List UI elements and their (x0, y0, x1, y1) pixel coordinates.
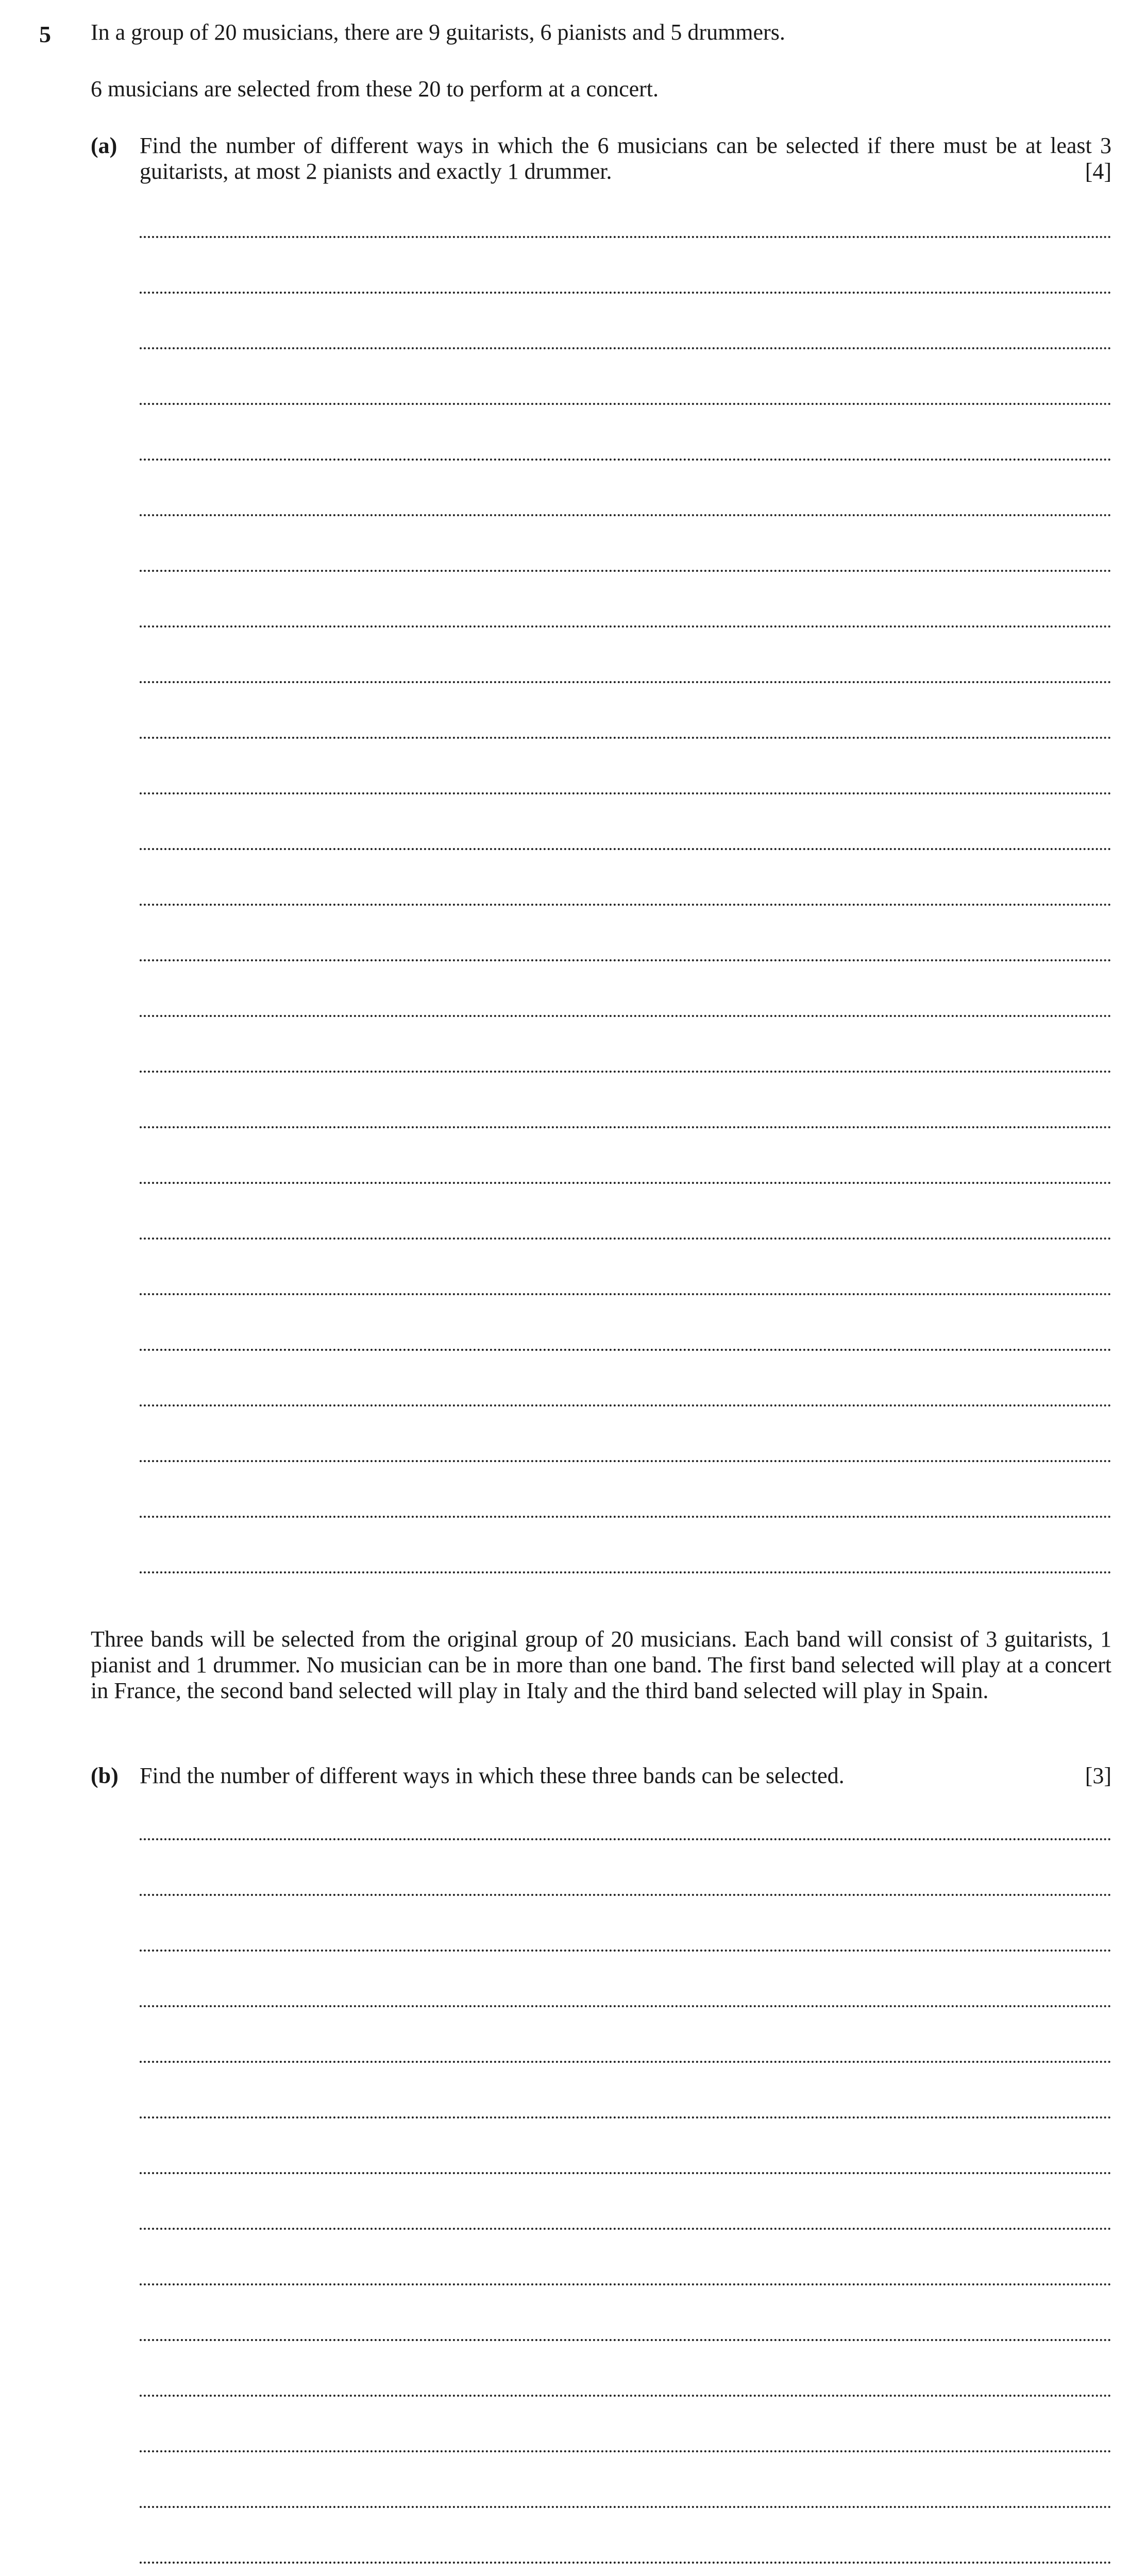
part-b-answer-line[interactable] (140, 1838, 1111, 1840)
part-a-answer-line[interactable] (140, 236, 1111, 238)
part-b-answer-line[interactable] (140, 2116, 1111, 2119)
part-a-text: Find the number of different ways in which the 6 musicians can be selected if there must be at least 3 guitarists, at most 2 pianists and exactly 1 drummer. (140, 133, 1111, 184)
part-a-answer-line[interactable] (140, 1071, 1111, 1073)
part-a-answer-line[interactable] (140, 1015, 1111, 1017)
part-a-answer-line[interactable] (140, 570, 1111, 572)
part-a-answer-line[interactable] (140, 848, 1111, 850)
part-b-answer-line[interactable] (140, 2005, 1111, 2007)
question-intro-1: In a group of 20 musicians, there are 9 guitarists, 6 pianists and 5 drummers. (91, 20, 785, 45)
part-b-answer-line[interactable] (140, 2061, 1111, 2063)
part-a-answer-line[interactable] (140, 792, 1111, 794)
part-a-answer-line[interactable] (140, 403, 1111, 405)
part-b-answer-line[interactable] (140, 1894, 1111, 1896)
question-number: 5 (39, 21, 51, 47)
question-intro-2: 6 musicians are selected from these 20 to perform at a concert. (91, 76, 659, 101)
part-a-answer-line[interactable] (140, 681, 1111, 683)
part-a-answer-line[interactable] (140, 347, 1111, 349)
part-a-answer-line[interactable] (140, 959, 1111, 961)
part-a-answer-line[interactable] (140, 1460, 1111, 1462)
part-b-context: Three bands will be selected from the original group of 20 musicians. Each band will consist of 3 guitarists, 1 pianist and 1 drummer. No musician can be in more than one band. The first band selected will play at a concert in France, the second band selected will play in Italy and the third band selected will play in Spain. (91, 1626, 1111, 1703)
part-a-answer-line[interactable] (140, 1571, 1111, 1573)
part-a-answer-line[interactable] (140, 514, 1111, 516)
part-a-answer-line[interactable] (140, 737, 1111, 739)
part-a-answer-line[interactable] (140, 1349, 1111, 1351)
part-a-answer-line[interactable] (140, 1404, 1111, 1406)
part-b-answer-line[interactable] (140, 2283, 1111, 2285)
part-a-answer-line[interactable] (140, 1293, 1111, 1295)
part-a-answer-line[interactable] (140, 459, 1111, 461)
part-b-answer-line[interactable] (140, 2562, 1111, 2564)
part-a-answer-line[interactable] (140, 292, 1111, 294)
part-b-answer-line[interactable] (140, 2172, 1111, 2174)
part-b-marks: [3] (1085, 1763, 1111, 1788)
part-b-answer-line[interactable] (140, 2450, 1111, 2452)
part-a-answer-line[interactable] (140, 1126, 1111, 1128)
part-b-answer-line[interactable] (140, 2339, 1111, 2341)
part-b-answer-line[interactable] (140, 2395, 1111, 2397)
part-a-answer-line[interactable] (140, 1182, 1111, 1184)
part-a-answer-line[interactable] (140, 1516, 1111, 1518)
part-a-answer-line[interactable] (140, 625, 1111, 628)
part-a-label: (a) (91, 133, 117, 158)
part-a-marks: [4] (1085, 159, 1111, 184)
part-b-answer-line[interactable] (140, 2228, 1111, 2230)
part-b-label: (b) (91, 1763, 119, 1788)
part-b-answer-line[interactable] (140, 2506, 1111, 2508)
part-b-answer-line[interactable] (140, 1950, 1111, 1952)
part-b-text: Find the number of different ways in which these three bands can be selected. (140, 1763, 845, 1788)
part-a-answer-line[interactable] (140, 904, 1111, 906)
part-a-answer-line[interactable] (140, 1238, 1111, 1240)
